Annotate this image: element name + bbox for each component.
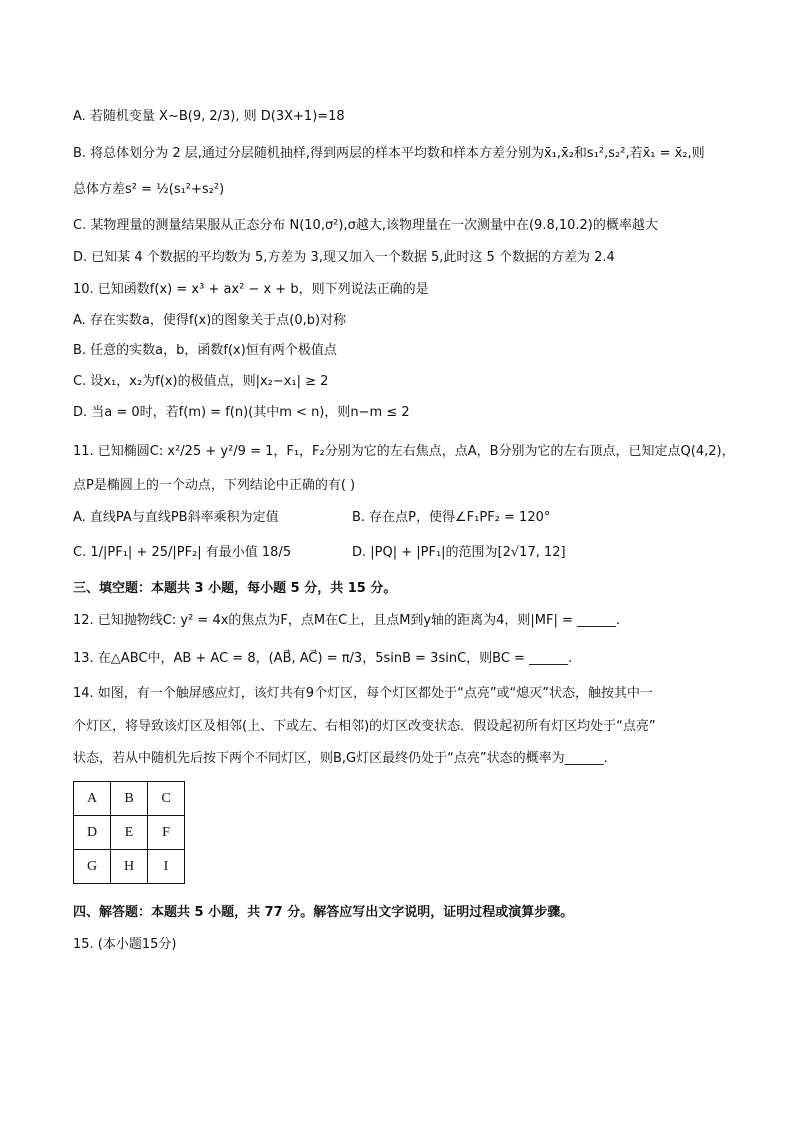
grid-cell: H (111, 850, 148, 884)
light-grid (73, 781, 185, 884)
q10-option-b: B. 任意的实数a，b，函数f(x)恒有两个极值点 (73, 343, 337, 358)
grid-cell: A (74, 782, 111, 816)
grid-cell: B (111, 782, 148, 816)
q11-stem-line2: 点P是椭圆上的一个动点，下列结论中正确的有( ) (73, 478, 356, 493)
q10-stem: 10. 已知函数f(x) = x³ + ax² − x + b，则下列说法正确的是 (73, 282, 429, 297)
q10-option-a: A. 存在实数a，使得f(x)的图象关于点(0,b)对称 (73, 313, 347, 328)
q14-line2: 个灯区，将导致该灯区及相邻(上、下或左、右相邻)的灯区改变状态．假设起初所有灯区均处于“点亮” (73, 719, 656, 734)
q11-stem-line1: 11. 已知椭圆C: x²/25 + y²/9 = 1，F₁，F₂分别为它的左右焦点，点A，B分别为它的左右顶点，已知定点Q(4,2)， (73, 444, 735, 459)
q10-option-d: D. 当a = 0时，若f(m) = f(n)(其中m < n)，则n−m ≤ 2 (73, 405, 410, 420)
q11-option-a: A. 直线PA与直线PB斜率乘积为定值 (73, 510, 279, 525)
section-3-heading: 三、填空题：本题共 3 小题，每小题 5 分，共 15 分。 (73, 581, 397, 596)
q13: 13. 在△ABC中，AB + AC = 8，(AB⃗, AC⃗) = π/3，5sinB = 3sinC，则BC = ______. (73, 651, 573, 666)
q9-option-d: D. 已知某 4 个数据的平均数为 5,方差为 3,现又加入一个数据 5,此时这 5 个数据的方差为 2.4 (73, 250, 615, 265)
q15: 15. (本小题15分) (73, 937, 177, 952)
q9-option-a: A. 若随机变量 X~B(9, 2/3), 则 D(3X+1)=18 (73, 109, 345, 124)
q12: 12. 已知抛物线C: y² = 4x的焦点为F，点M在C上，且点M到y轴的距离为4，则|MF| = ______. (73, 613, 621, 628)
q14-line1: 14. 如图，有一个触屏感应灯，该灯共有9个灯区，每个灯区都处于“点亮”或“熄灭”状态，触按其中一 (73, 686, 654, 701)
q9-option-b-cont: 总体方差s² = ½(s₁²+s₂²) (73, 182, 225, 197)
q10-option-c: C. 设x₁，x₂为f(x)的极值点，则|x₂−x₁| ≥ 2 (73, 374, 329, 389)
q14-line3: 状态，若从中随机先后按下两个不同灯区，则B,G灯区最终仍处于“点亮”状态的概率为______. (73, 751, 608, 766)
grid-cell: C (148, 782, 185, 816)
grid-cell: I (148, 850, 185, 884)
q9-option-b: B. 将总体划分为 2 层,通过分层随机抽样,得到两层的样本平均数和样本方差分别为x̄₁,x̄₂和s₁²,s₂²,若x̄₁ = x̄₂,则 (73, 146, 705, 161)
grid-cell: F (148, 816, 185, 850)
q11-option-b: B. 存在点P，使得∠F₁PF₂ = 120° (352, 510, 551, 525)
q11-option-c: C. 1/|PF₁| + 25/|PF₂| 有最小值 18/5 (73, 545, 292, 560)
q11-option-d: D. |PQ| + |PF₁|的范围为[2√17, 12] (352, 545, 566, 560)
section-4-heading: 四、解答题：本题共 5 小题，共 77 分。解答应写出文字说明，证明过程或演算步骤。 (73, 905, 574, 920)
grid-cell: E (111, 816, 148, 850)
grid-cell: G (74, 850, 111, 884)
grid-cell: D (74, 816, 111, 850)
q9-option-c: C. 某物理量的测量结果服从正态分布 N(10,σ²),σ越大,该物理量在一次测量中在(9.8,10.2)的概率越大 (73, 218, 658, 233)
